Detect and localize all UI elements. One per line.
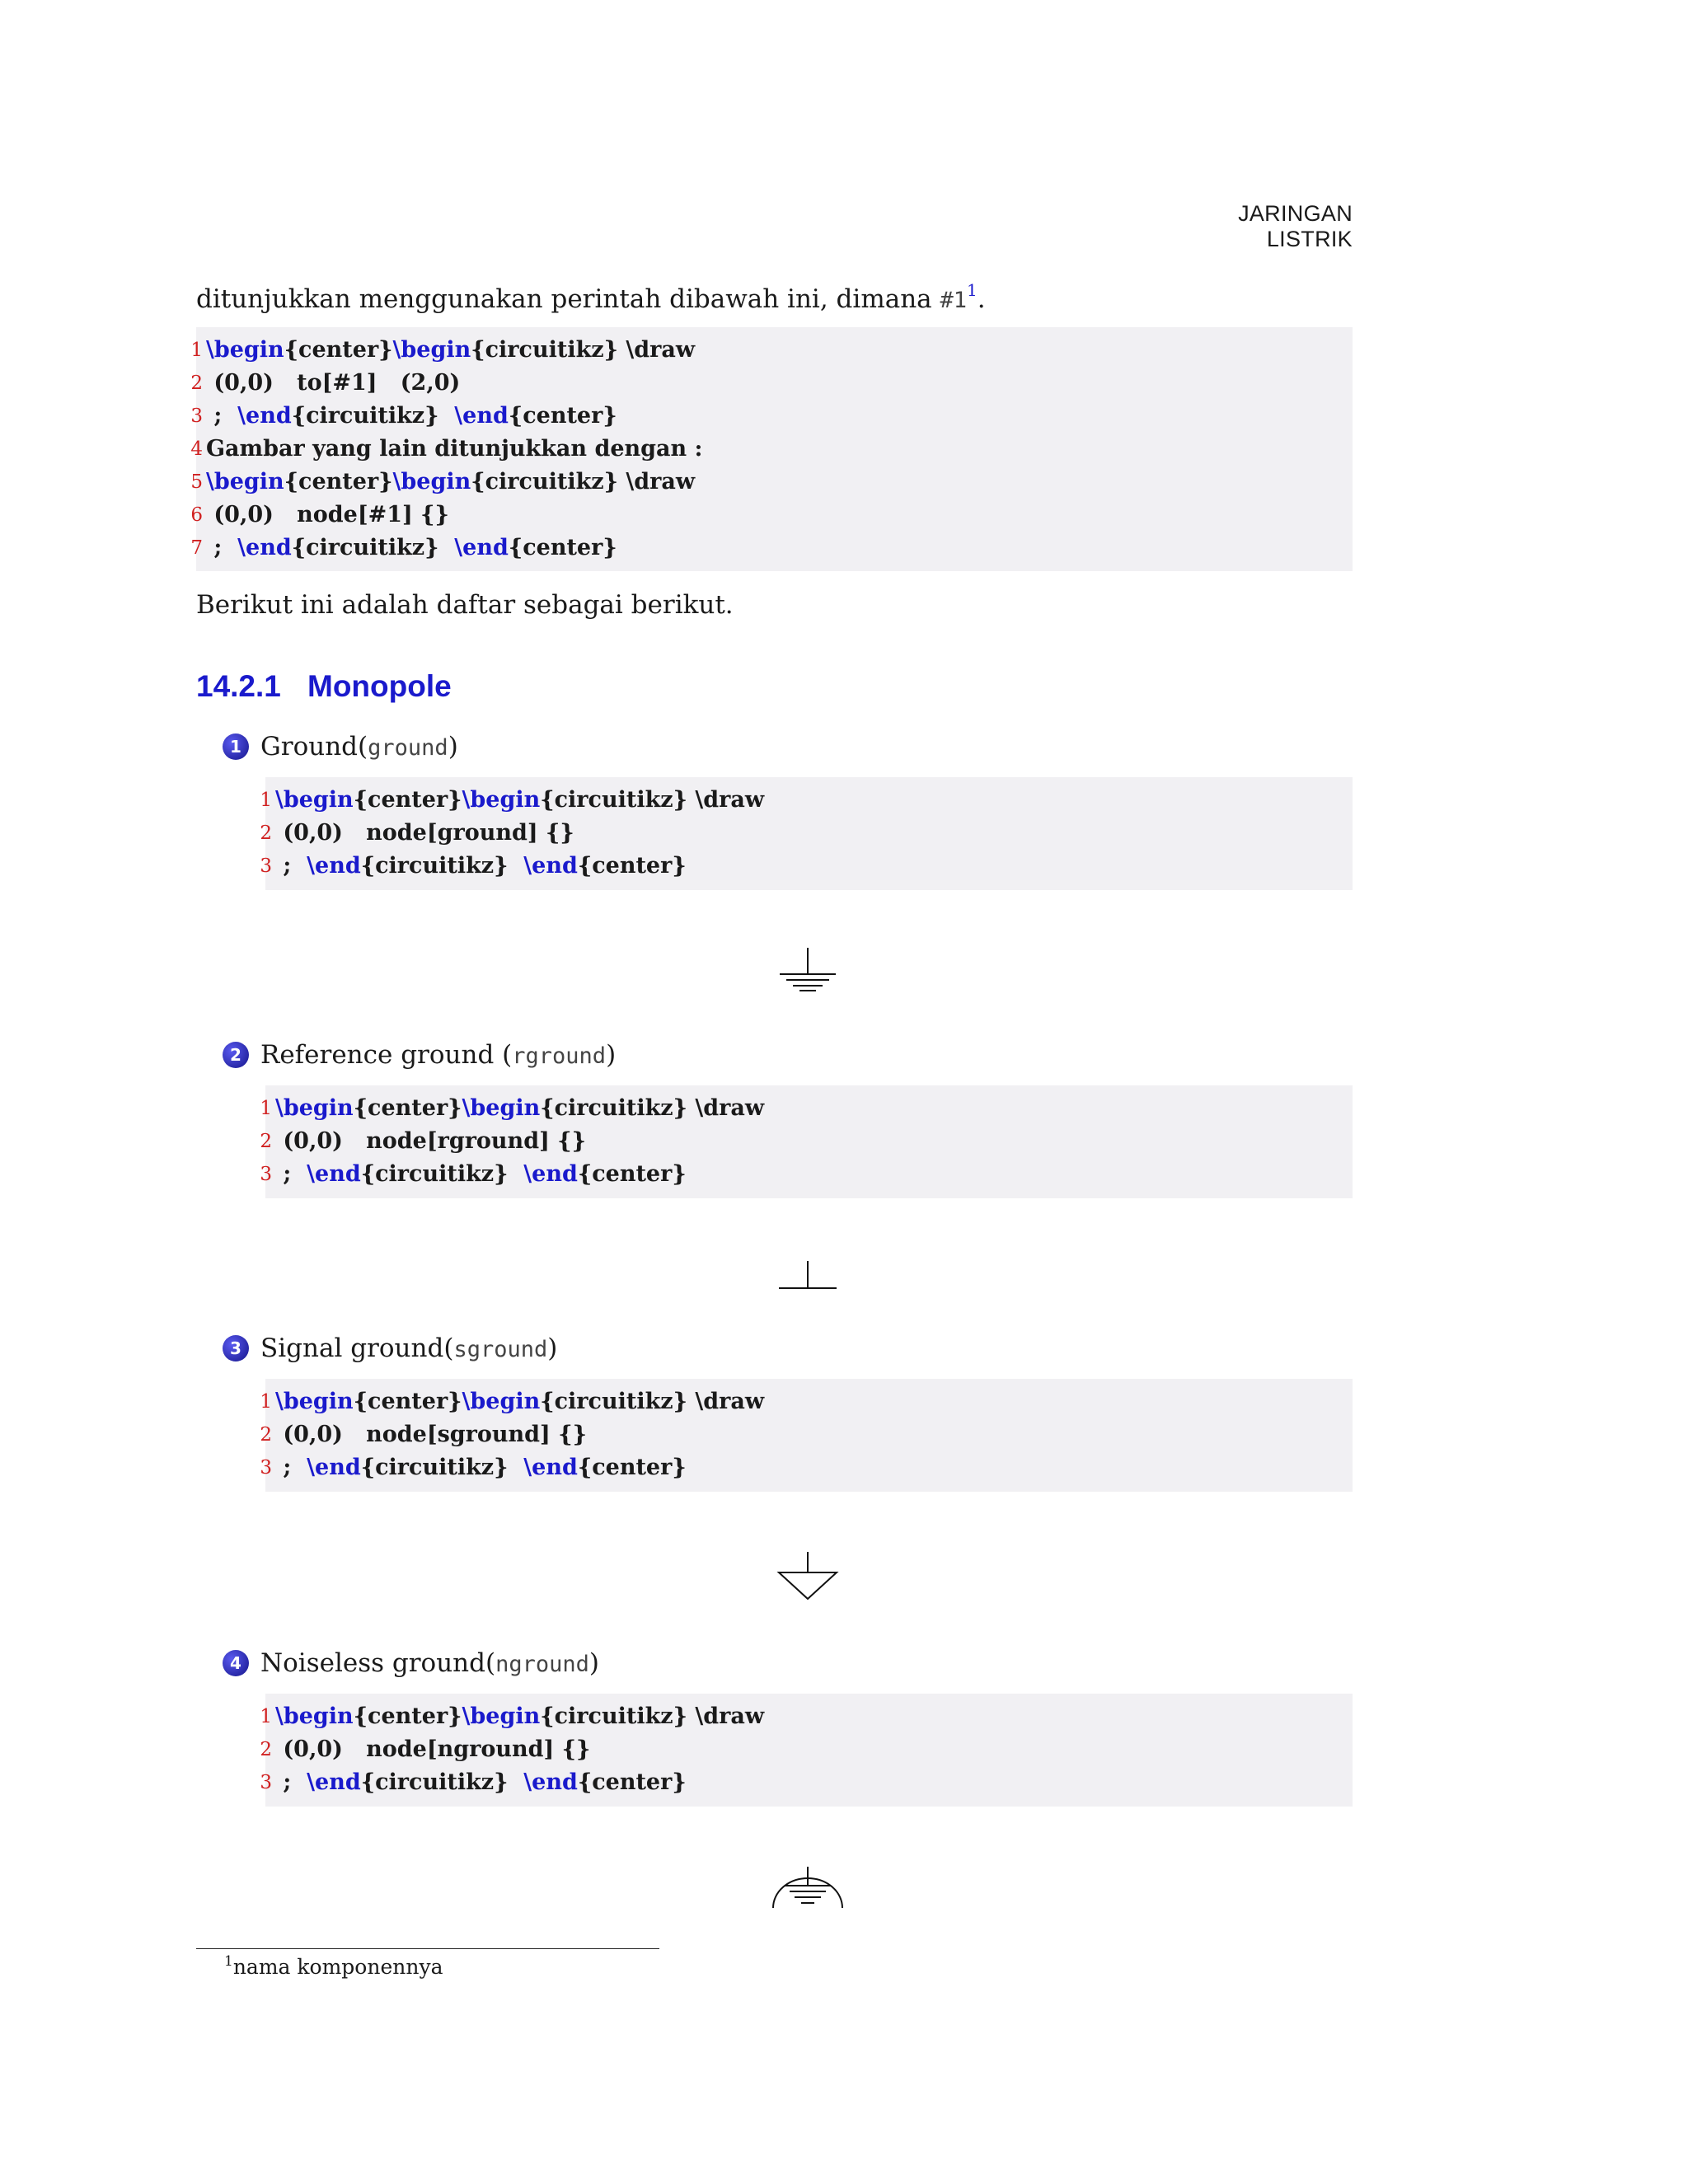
- section-title: Monopole: [307, 669, 452, 703]
- code-text: Gambar yang lain ditunjukkan dengan :: [206, 436, 703, 462]
- code-text: (0,0) to[#1] (2,0): [206, 370, 461, 396]
- list-item-ground: 1 Ground(ground): [223, 732, 458, 762]
- item-label: Reference ground: [260, 1040, 503, 1070]
- code-text: \begin{center}\begin{circuitikz} \draw: [206, 469, 696, 494]
- line-number: 1: [190, 340, 203, 361]
- footnote-mark: 1: [224, 1953, 233, 1970]
- section-heading: [196, 669, 452, 704]
- item-number-badge: 3: [223, 1335, 249, 1361]
- line-number: 3: [260, 855, 272, 877]
- code-text: \begin{center}\begin{circuitikz} \draw: [275, 1389, 765, 1414]
- code-text: \begin{center}\begin{circuitikz} \draw: [275, 1704, 765, 1729]
- footnote-reference[interactable]: 1: [967, 280, 978, 300]
- item-code-name: nground: [495, 1652, 589, 1677]
- item-label: Signal ground: [260, 1333, 444, 1363]
- code-text: \begin{center}\begin{circuitikz} \draw: [206, 337, 696, 363]
- item-number-badge: 2: [223, 1042, 249, 1068]
- code-text: \begin{center}\begin{circuitikz} \draw: [275, 787, 765, 813]
- code-text: (0,0) node[rground] {}: [275, 1128, 586, 1154]
- line-number: 1: [260, 790, 272, 811]
- item-label: Noiseless ground: [260, 1648, 485, 1678]
- intro-code: #1: [940, 288, 968, 313]
- section-number: 14.2.1: [196, 669, 281, 703]
- code-text: (0,0) node[nground] {}: [275, 1736, 591, 1762]
- line-number: 2: [260, 1424, 272, 1446]
- intro-text: ditunjukkan menggunakan perintah dibawah ini, dimana: [196, 284, 940, 314]
- item-number-badge: 1: [223, 733, 249, 760]
- line-number: 3: [260, 1164, 272, 1185]
- code-text: ; \end{circuitikz} \end{center}: [275, 1769, 687, 1795]
- main-code-listing: [190, 327, 1353, 571]
- item-label: Ground: [260, 732, 359, 762]
- line-number: 3: [190, 405, 203, 427]
- line-number: 3: [260, 1772, 272, 1793]
- list-item-signal-ground: 3 Signal ground(sground): [223, 1333, 557, 1363]
- list-item-noiseless-ground: 4 Noiseless ground(nground): [223, 1648, 599, 1678]
- code-text: ; \end{circuitikz} \end{center}: [275, 1161, 687, 1187]
- footnote-text: nama komponennya: [232, 1955, 443, 1979]
- line-number: 2: [260, 1739, 272, 1760]
- item-code-name: rground: [512, 1043, 607, 1069]
- line-number: 1: [260, 1391, 272, 1413]
- signal-ground-code-listing: [260, 1379, 1353, 1492]
- intro-paragraph: [196, 280, 986, 314]
- item-code-name: ground: [368, 735, 448, 761]
- reference-ground-code-listing: [260, 1085, 1353, 1198]
- ground-code-listing: [260, 777, 1353, 890]
- after-code-paragraph: Berikut ini adalah daftar sebagai berikut.: [196, 590, 734, 620]
- list-item-reference-ground: 2 Reference ground (rground): [223, 1040, 616, 1070]
- line-number: 2: [260, 823, 272, 844]
- item-number-badge: 4: [223, 1650, 249, 1676]
- line-number: 6: [190, 504, 203, 526]
- line-number: 4: [190, 438, 203, 460]
- code-text: ; \end{circuitikz} \end{center}: [275, 1455, 687, 1480]
- line-number: 1: [260, 1098, 272, 1119]
- running-header: JARINGAN LISTRIK: [1238, 201, 1353, 251]
- line-number: 5: [190, 471, 203, 493]
- noiseless-ground-code-listing: [260, 1694, 1353, 1807]
- line-number: 1: [260, 1706, 272, 1727]
- line-number: 3: [260, 1457, 272, 1479]
- footnote: [224, 1953, 443, 1979]
- intro-end: .: [977, 284, 986, 314]
- code-text: ; \end{circuitikz} \end{center}: [206, 403, 617, 429]
- code-text: ; \end{circuitikz} \end{center}: [275, 853, 687, 879]
- code-text: (0,0) node[sground] {}: [275, 1422, 587, 1447]
- code-text: (0,0) node[ground] {}: [275, 820, 574, 846]
- line-number: 7: [190, 537, 203, 559]
- code-text: \begin{center}\begin{circuitikz} \draw: [275, 1095, 765, 1121]
- code-text: (0,0) node[#1] {}: [206, 502, 449, 527]
- footnote-rule: [196, 1948, 659, 1949]
- signal-ground-icon: [775, 1548, 841, 1605]
- line-number: 2: [190, 373, 203, 394]
- code-text: ; \end{circuitikz} \end{center}: [206, 535, 617, 560]
- line-number: 2: [260, 1131, 272, 1152]
- ground-icon: [775, 944, 841, 993]
- noiseless-ground-icon: [770, 1863, 846, 1912]
- item-code-name: sground: [453, 1337, 548, 1362]
- reference-ground-icon: [775, 1257, 841, 1294]
